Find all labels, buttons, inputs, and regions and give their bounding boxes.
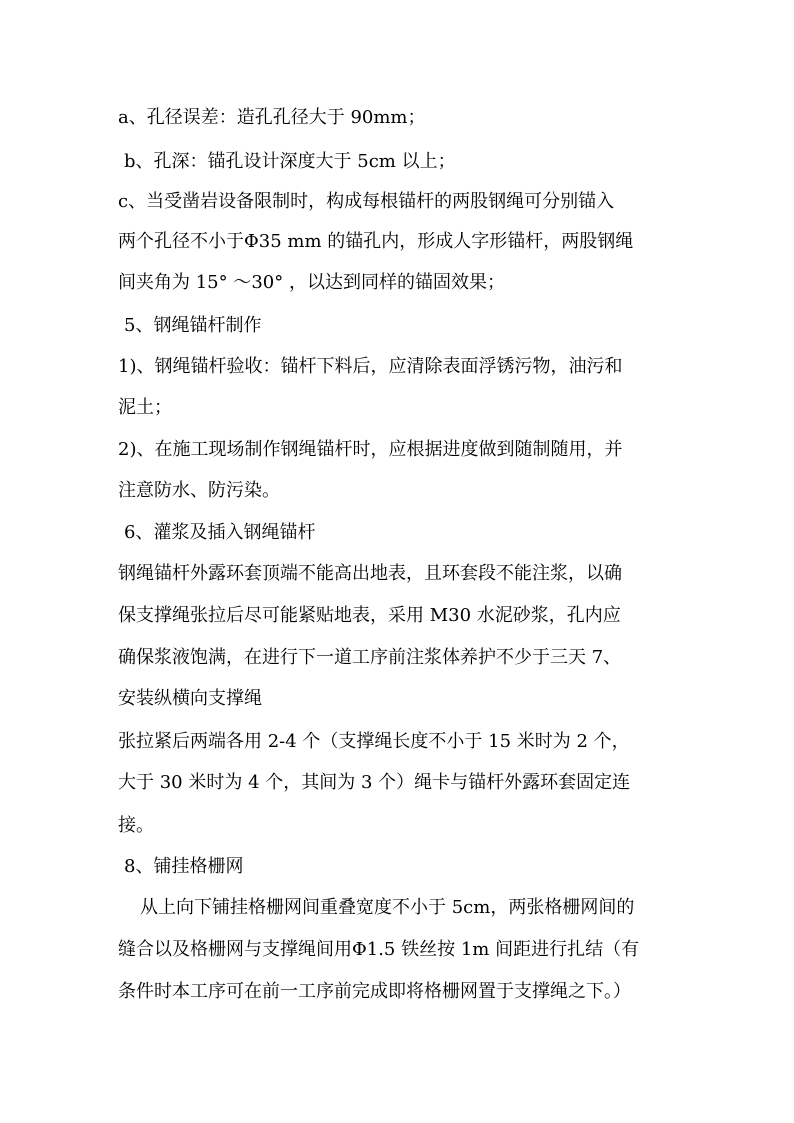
item-b-hole-depth: b、孔深：锚孔设计深度大于 5cm 以上； [124, 151, 456, 172]
section-heading-6: 6、灌浆及插入钢绳锚杆 [124, 522, 316, 543]
subitem-2-line-2: 注意防水、防污染。 [118, 480, 280, 501]
paragraph-8-line-1: 从上向下铺挂格栅网间重叠宽度不小于 5cm，两张格栅网间的 [140, 897, 635, 918]
section-heading-7: 安装纵横向支撑绳 [118, 688, 262, 709]
paragraph-7-line-1: 张拉紧后两端各用 2-4 个（支撑绳长度不小于 15 米时为 2 个， [118, 731, 630, 752]
paragraph-8-line-2: 缝合以及格栅网与支撑绳间用Φ1.5 铁丝按 1m 间距进行扎结（有 [118, 939, 640, 960]
paragraph-6-line-1: 钢绳锚杆外露环套顶端不能高出地表，且环套段不能注浆，以确 [118, 563, 622, 584]
item-c-line-2: 两个孔径不小于Φ35 mm 的锚孔内，形成人字形锚杆，两股钢绳 [118, 231, 634, 252]
paragraph-6-line-3: 确保浆液饱满，在进行下一道工序前注浆体养护不少于三天 7、 [118, 647, 622, 668]
item-a-hole-diameter-tolerance: a、孔径误差：造孔孔径大于 90mm； [118, 107, 426, 128]
subitem-1-line-2: 泥土； [118, 397, 172, 418]
subitem-1-line-1: 1)、钢绳锚杆验收：锚杆下料后，应清除表面浮锈污物，油污和 [118, 356, 623, 377]
paragraph-8-line-3: 条件时本工序可在前一工序前完成即将格栅网置于支撑绳之下。） [118, 981, 631, 1002]
paragraph-7-line-2: 大于 30 米时为 4 个，其间为 3 个）绳卡与锚杆外露环套固定连 [118, 772, 631, 793]
section-heading-8: 8、铺挂格栅网 [124, 856, 244, 877]
paragraph-7-line-3: 接。 [118, 815, 154, 836]
subitem-2-line-1: 2)、在施工现场制作钢绳锚杆时，应根据进度做到随制随用，并 [118, 439, 623, 460]
item-c-line-3: 间夹角为 15° ～30° ，以达到同样的锚固效果； [118, 272, 505, 293]
item-c-line-1: c、当受凿岩设备限制时，构成每根锚杆的两股钢绳可分别锚入 [118, 191, 615, 212]
paragraph-6-line-2: 保支撑绳张拉后尽可能紧贴地表，采用 M30 水泥砂浆，孔内应 [118, 605, 621, 626]
section-heading-5: 5、钢绳锚杆制作 [124, 315, 262, 336]
